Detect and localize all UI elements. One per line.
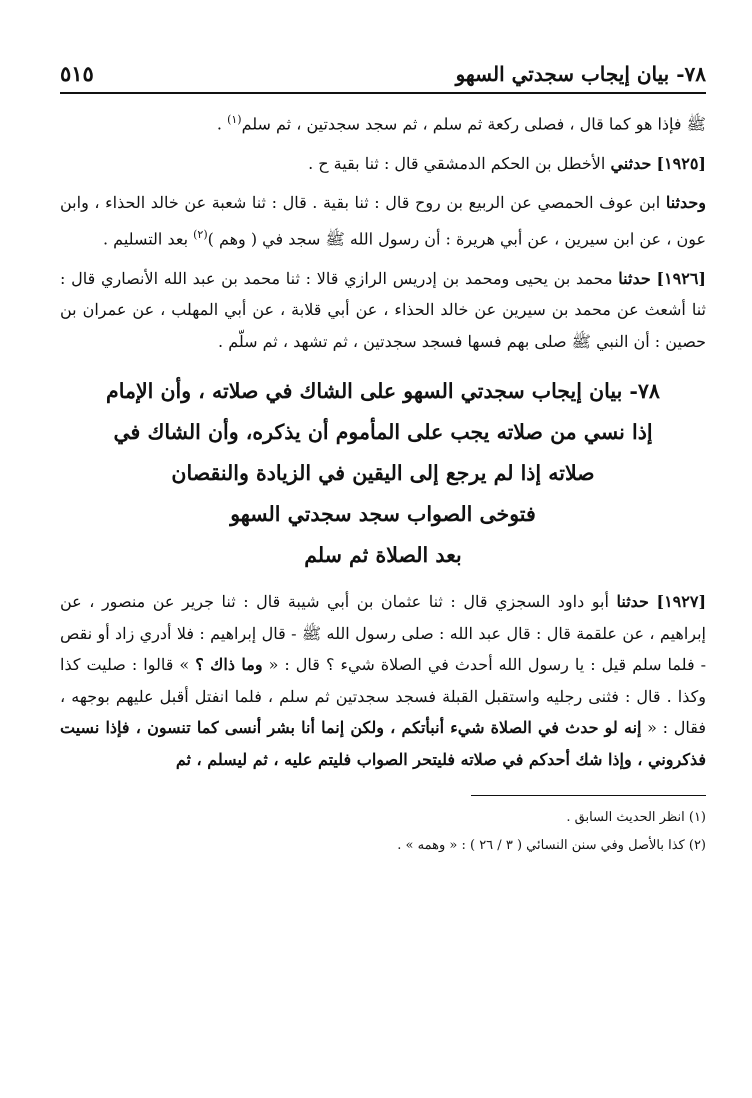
hadith-text-continued: » قالوا : صليت كذا وكذا . قال : فثنى رجليه واستقبل القبلة فسجد سجدتين ثم سلم ، فلما انفتل أقبل عليهم بوجهه ، فقال : «	[60, 655, 706, 738]
hadith-text: الأخطل بن الحكم الدمشقي قال : ثنا بقية ح .	[308, 153, 606, 173]
prophet-quote: وما ذاك ؟	[195, 655, 263, 675]
hadith-text: ابن عوف الحمصي عن الربيع بن روح قال : ثنا بقية . قال : ثنا شعبة عن خالد الحذاء ، وابن عون ، عن ابن سيرين ، عن أبي هريرة : أن رسول الله ﷺ سجد في ( وهم )	[60, 193, 706, 249]
main-text	[60, 104, 706, 775]
hadith-text: أبو داود السجزي قال : ثنا عثمان بن أبي شيبة قال : ثنا جرير عن منصور ، عن إبراهيم ، عن علقمة قال : قال عبد الله : صلى رسول الله ﷺ - قال إبراهيم : فلا أدري زاد أو نقص - فلما سلم قيل : يا رسول الله أحدث في الصلاة شيء ؟ قال : «	[60, 592, 707, 675]
chapter-heading-line: إذا نسي من صلاته يجب على المأموم أن يذكره، وأن الشاك في	[113, 420, 653, 445]
hadith-tail: بعد التسليم .	[103, 229, 194, 249]
hadith-1927	[60, 586, 706, 775]
running-header-title: ٧٨- بيان إيجاب سجدتي السهو	[455, 62, 706, 86]
hadith-text: محمد بن يحيى ومحمد بن إدريس الرازي قالا : ثنا محمد بن عبد الله الأنصاري قال : ثنا أشعث عن محمد بن سيرين عن خالد الحذاء ، عن أبي قلابة ، عن أبي المهلب ، عن عمران بن حصين : أن النبي ﷺ صلى بهم فسها فسجد سجدتين ، ثم تشهد ، ثم سلّم .	[60, 268, 707, 351]
footnote: (٢) كذا بالأصل وفي سنن النسائي ( ٣ / ٢٦ ) : « وهمه » .	[397, 838, 706, 854]
footnote-marker: (١)	[227, 113, 242, 126]
hadith-lead: حدثنا	[618, 268, 651, 288]
hadith-number: [١٩٢٦]	[656, 268, 706, 288]
hadith-1926	[60, 263, 706, 358]
chapter-heading-line: ٧٨- بيان إيجاب سجدتي السهو على الشاك في صلاته ، وأن الإمام	[106, 379, 660, 404]
page-number: ٥١٥	[60, 61, 94, 86]
footnote-marker: (٢)	[193, 227, 208, 241]
header-rule	[60, 92, 706, 94]
running-header	[60, 48, 706, 86]
hadith-lead: حدثني	[610, 153, 652, 173]
chapter-heading-line: صلاته إذا لم يرجع إلى اليقين في الزيادة والنقصان	[171, 461, 595, 486]
hadith-number: [١٩٢٥]	[656, 153, 706, 173]
chapter-heading-line: بعد الصلاة ثم سلم	[304, 543, 462, 568]
chapter-heading	[60, 371, 706, 576]
prophet-quote: إنه لو حدث في الصلاة شيء أنبأتكم ، ولكن إنما أنا بشر أنسى كما تنسون ، فإذا نسيت فذكروني ، وإذا شك أحدكم في صلاته فليتحر الصواب فليتم عليه ، ثم ليسلم ، ثم	[60, 718, 706, 769]
paragraph-tail: .	[216, 114, 228, 134]
paragraph-continuation	[60, 104, 706, 140]
footnote-rule	[471, 795, 706, 796]
hadith-1925-chain	[60, 187, 706, 254]
footnotes	[60, 804, 706, 860]
footnote: (١) انظر الحديث السابق .	[566, 810, 706, 826]
hadith-lead: حدثنا	[616, 592, 649, 612]
paragraph-text: ﷺ فإذا هو كما قال ، فصلى ركعة ثم سلم ، ثم سجد سجدتين ، ثم سلم	[241, 114, 706, 134]
book-page	[60, 48, 706, 1068]
hadith-number: [١٩٢٧]	[656, 592, 707, 612]
hadith-lead: وحدثنا	[665, 193, 706, 213]
chapter-heading-line: فتوخى الصواب سجد سجدتي السهو	[230, 502, 536, 527]
hadith-1925	[60, 148, 706, 180]
